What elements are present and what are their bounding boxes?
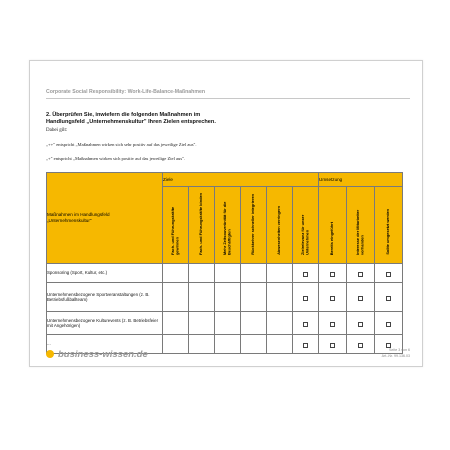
checkbox[interactable]	[303, 296, 309, 302]
footer-logo: business-wissen.de	[58, 349, 148, 360]
table-row	[47, 264, 403, 283]
relevance-cell[interactable]	[293, 264, 319, 283]
measures-table	[46, 172, 403, 354]
question-line-1: 2. Überprüfen Sie, inwiefern die folgenden Maßnahmen im	[46, 112, 201, 118]
article-number: Art.-Nr. 99.136.03	[381, 354, 410, 358]
goal-cell[interactable]	[163, 283, 189, 312]
checkbox[interactable]	[358, 296, 364, 302]
implementation-cell[interactable]	[319, 335, 347, 354]
legend-plus: „+" entspricht „Maßnahmen wirken sich positiv auf das jeweilige Ziel aus".	[46, 156, 186, 161]
implementation-cell[interactable]	[347, 283, 375, 312]
implementation-column-header	[319, 187, 347, 264]
row-label: Unternehmensbezogene Kulturevents (z. B. Betriebsfeier mit Angehörigen)	[47, 312, 163, 335]
goal-column-header	[293, 187, 319, 264]
document-header-title: Corporate Social Responsibility: Work-Life-Balance-Maßnahmen	[46, 89, 206, 95]
goal-cell[interactable]	[267, 264, 293, 283]
goal-cell[interactable]	[241, 264, 267, 283]
goal-cell[interactable]	[215, 312, 241, 335]
goal-cell[interactable]	[267, 335, 293, 354]
goal-cell[interactable]	[189, 283, 215, 312]
implementation-cell[interactable]	[375, 283, 403, 312]
header-divider	[46, 98, 410, 99]
implementation-cell[interactable]	[375, 312, 403, 335]
checkbox[interactable]	[330, 296, 336, 302]
question-heading	[46, 112, 386, 126]
implementation-cell[interactable]	[375, 264, 403, 283]
goal-column-label: Fach- und Führungskräfte binden	[198, 192, 204, 255]
implementation-column-label: Interesse der Mitarbeiter vorhanden	[354, 209, 365, 255]
measure-header-line-1: Maßnahmen im Handlungsfeld	[47, 212, 110, 217]
goal-column-label: Abwesenheiten verringern	[276, 206, 282, 255]
checkbox[interactable]	[358, 272, 364, 278]
goal-column-label: Mehr Zeitsouveränität für die Beschäftigten	[221, 201, 232, 255]
implementation-cell[interactable]	[347, 312, 375, 335]
table-row	[47, 312, 403, 335]
implementation-column-header	[375, 187, 403, 264]
relevance-cell[interactable]	[293, 283, 319, 312]
page-number: Seite 3 von 6	[389, 348, 410, 352]
row-label: Sponsoring (Sport, Kultur, etc.)	[47, 264, 163, 283]
goal-cell[interactable]	[241, 283, 267, 312]
goal-cell[interactable]	[241, 335, 267, 354]
legend-plus-plus: „++" entspricht „Maßnahmen wirken sich sehr positiv auf das jeweilige Ziel aus".	[46, 142, 197, 147]
goal-cell[interactable]	[241, 312, 267, 335]
table-row	[47, 283, 403, 312]
goal-cell[interactable]	[267, 312, 293, 335]
goal-cell[interactable]	[215, 335, 241, 354]
goal-column-header	[189, 187, 215, 264]
goal-cell[interactable]	[163, 335, 189, 354]
implementation-column-label: Sollte umgesetzt werden	[385, 209, 391, 255]
checkbox[interactable]	[303, 322, 309, 328]
goal-column-label: Zielrelevanz für unser Unternehmen	[299, 214, 310, 255]
checkbox[interactable]	[303, 343, 309, 349]
checkbox[interactable]	[330, 272, 336, 278]
measure-header-line-2: „Unternehmenskultur"	[47, 218, 92, 223]
implementation-cell[interactable]	[319, 312, 347, 335]
checkbox[interactable]	[330, 322, 336, 328]
relevance-cell[interactable]	[293, 312, 319, 335]
checkbox[interactable]	[330, 343, 336, 349]
goal-cell[interactable]	[189, 312, 215, 335]
intro-text: Dabei gilt:	[46, 128, 68, 133]
checkbox[interactable]	[386, 272, 392, 278]
checkbox[interactable]	[386, 322, 392, 328]
goal-column-header	[163, 187, 189, 264]
logo-dot-icon	[46, 350, 54, 358]
document-page	[29, 60, 423, 367]
goal-cell[interactable]	[215, 283, 241, 312]
implementation-cell[interactable]	[347, 335, 375, 354]
goal-column-label: Fach- und Führungskräfte gewinnen	[169, 206, 180, 255]
measure-column-header	[47, 173, 163, 264]
implementation-column-header	[347, 187, 375, 264]
checkbox[interactable]	[303, 272, 309, 278]
goal-cell[interactable]	[189, 264, 215, 283]
row-label: ...	[47, 335, 163, 354]
goal-cell[interactable]	[215, 264, 241, 283]
implementation-cell[interactable]	[319, 283, 347, 312]
goal-cell[interactable]	[163, 312, 189, 335]
goal-cell[interactable]	[189, 335, 215, 354]
question-line-2: Handlungsfeld „Unternehmenskultur" Ihren Zielen entsprechen.	[46, 119, 216, 125]
relevance-cell[interactable]	[293, 335, 319, 354]
goal-column-label: Rückkehrer schneller integrieren	[250, 194, 256, 255]
goal-cell[interactable]	[267, 283, 293, 312]
implementation-column-label: Bereits eingeführt	[329, 221, 335, 255]
implementation-cell[interactable]	[319, 264, 347, 283]
goal-column-header	[215, 187, 241, 264]
implementation-group-header: Umsetzung	[319, 173, 403, 187]
checkbox[interactable]	[358, 343, 364, 349]
implementation-cell[interactable]	[347, 264, 375, 283]
goals-group-header: Ziele	[163, 173, 319, 187]
checkbox[interactable]	[358, 322, 364, 328]
checkbox[interactable]	[386, 296, 392, 302]
goal-cell[interactable]	[163, 264, 189, 283]
goal-column-header	[267, 187, 293, 264]
goal-column-header	[241, 187, 267, 264]
row-label: Unternehmensbezogene Sportveranstaltungen (z. B. Betriebsfußballteam)	[47, 283, 163, 312]
